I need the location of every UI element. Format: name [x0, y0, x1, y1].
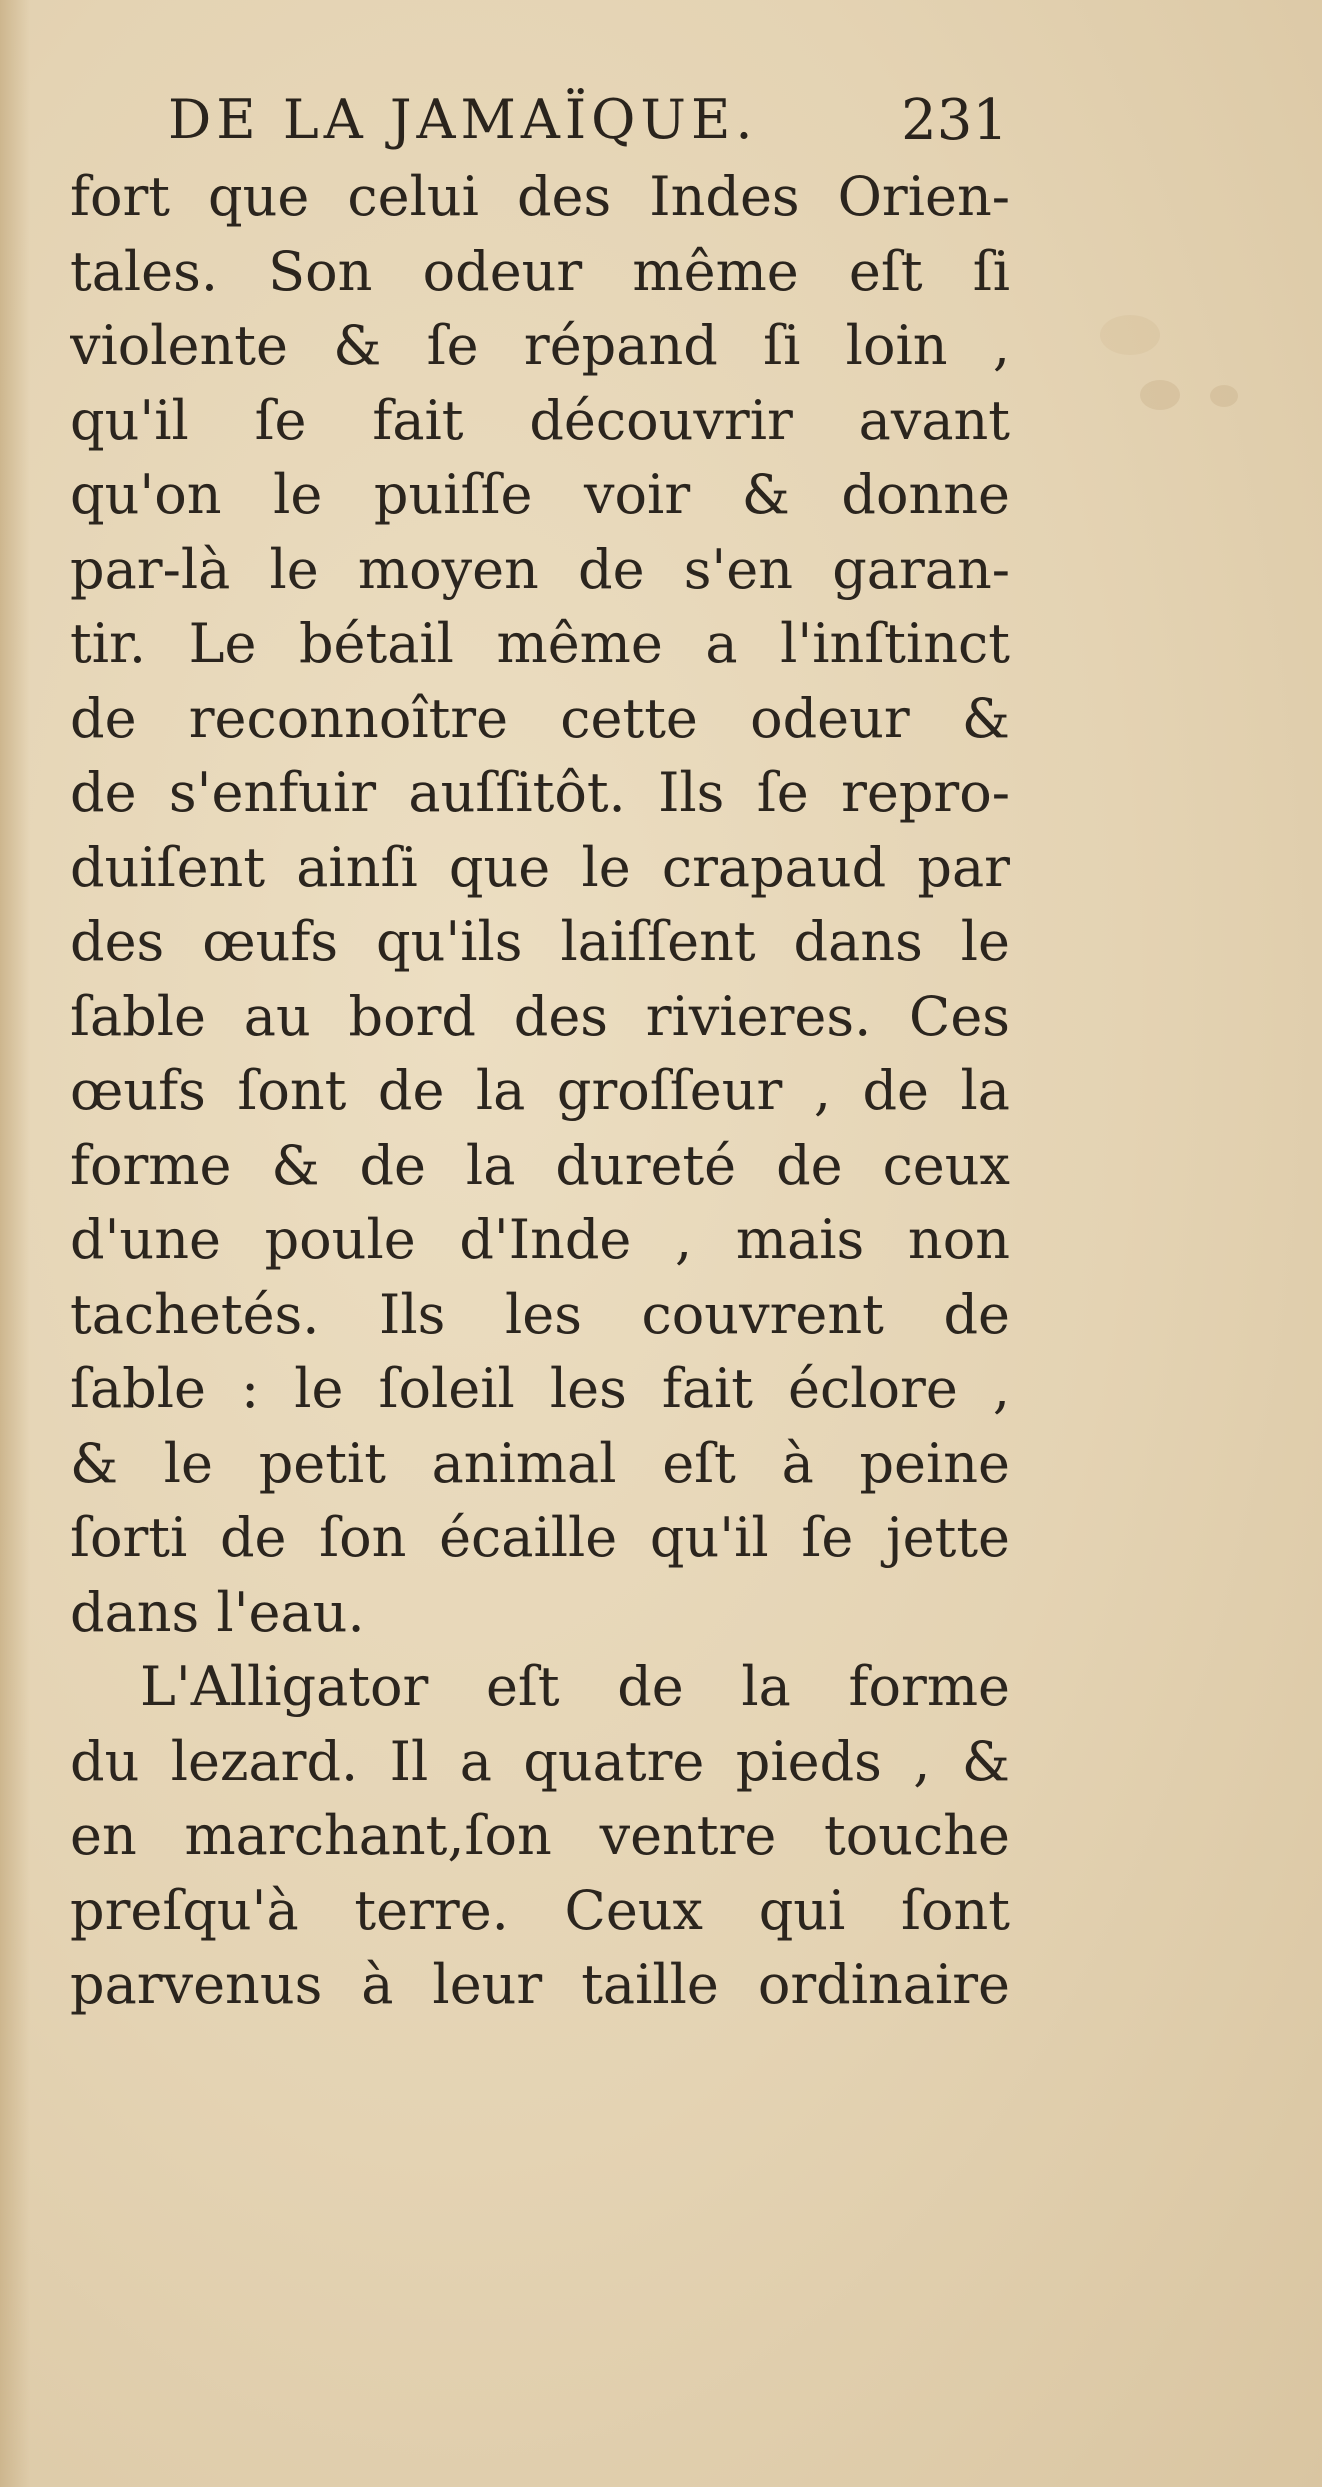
text-line: d'une poule d'Inde , mais non [70, 1208, 1010, 1271]
text-line: ſorti de ſon écaille qu'il ſe jette [70, 1506, 1010, 1569]
text-line: en marchant,ſon ventre touche [70, 1804, 1010, 1867]
text-line: parvenus à leur taille ordinaire [70, 1953, 1010, 2016]
text-line: par-là le moyen de s'en garan- [70, 537, 1010, 601]
text-line: de reconnoître cette odeur & [70, 686, 1010, 750]
paper-stain [1210, 385, 1238, 407]
text-line: duiſent ainſi que le crapaud par [70, 835, 1010, 899]
text-line: fort que celui des Indes Orien- [70, 165, 1010, 228]
text-line: tir. Le bétail même a l'inſtinct [70, 612, 1010, 675]
text-line: forme & de la dureté de ceux [70, 1133, 1010, 1197]
text-line: violente & ſe répand ſi loin , [70, 314, 1010, 377]
text-line: & le petit animal eſt à peine [70, 1431, 1010, 1495]
text-line: qu'on le puiſſe voir & donne [70, 463, 1010, 526]
paper-stain [1100, 315, 1160, 355]
running-head: DE LA JAMAÏQUE. [168, 88, 758, 151]
text-line: ſable au bord des rivieres. Ces [70, 984, 1010, 1048]
text-line: dans l'eau. [70, 1580, 365, 1644]
text-line: tachetés. Ils les couvrent de [70, 1282, 1010, 1346]
page-gutter-shadow [0, 0, 30, 2487]
text-line: œufs ſont de la groſſeur , de la [70, 1059, 1010, 1122]
text-line: ſable : le ſoleil les fait éclore , [70, 1357, 1010, 1420]
text-line: de s'enfuir auſſitôt. Ils ſe repro- [70, 761, 1010, 824]
text-line: L'Alligator eſt de la forme [140, 1655, 1010, 1718]
body-text [70, 160, 1010, 2023]
text-line: des œufs qu'ils laiſſent dans le [70, 910, 1010, 973]
page-number: 231 [901, 88, 1008, 153]
text-line: qu'il ſe fait découvrir avant [70, 388, 1010, 452]
page-header [168, 88, 1018, 158]
text-line: du lezard. Il a quatre pieds , & [70, 1729, 1010, 1793]
text-line: preſqu'à terre. Ceux qui ſont [70, 1878, 1010, 1942]
paper-stain [1140, 380, 1180, 410]
text-line: tales. Son odeur même eſt ſi [70, 239, 1010, 303]
